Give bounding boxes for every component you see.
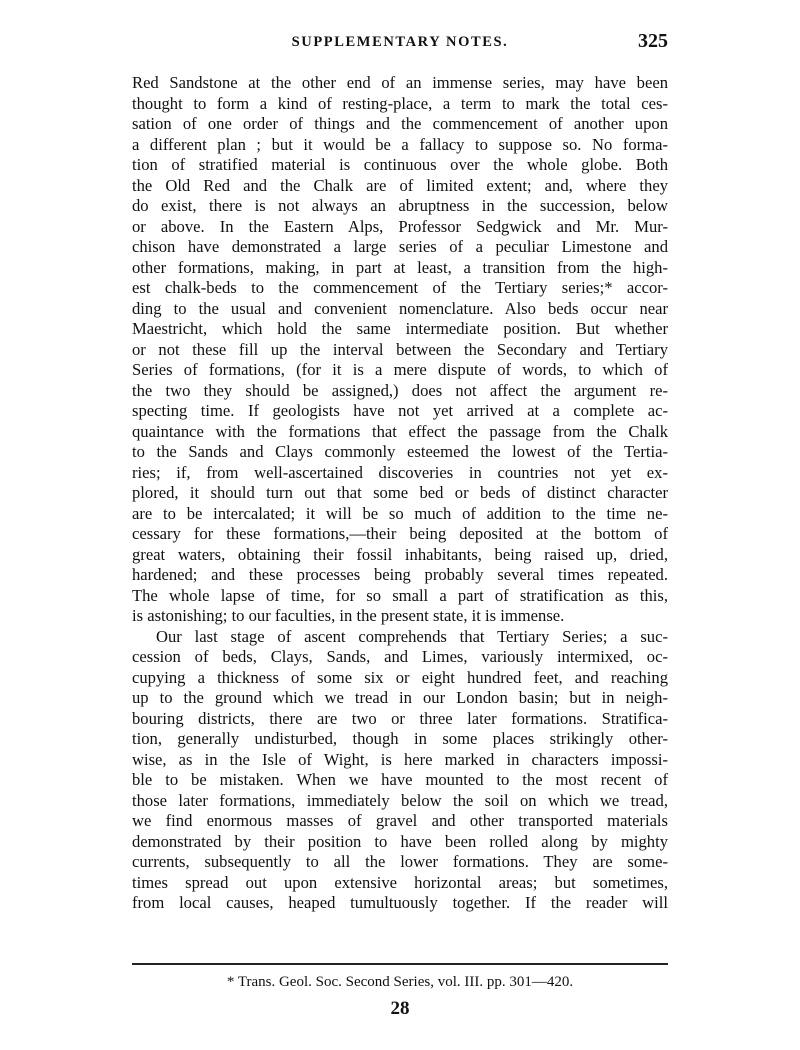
text-line: do exist, there is not always an abruptness in the succession, below — [132, 196, 668, 215]
text-line: quaintance with the formations that effect the passage from the Chalk — [132, 421, 668, 441]
text-line: Maestricht, which hold the same intermediate position. But whether — [132, 319, 668, 338]
text-line: Our last stage of ascent comprehends that Tertiary Series; a suc- — [156, 626, 668, 646]
text-line: sation of one order of things and the commencement of another upon — [132, 114, 668, 133]
text-line: bouring districts, there are two or three later formations. Stratifica- — [132, 708, 668, 728]
text-line: thought to form a kind of resting-place, a term to mark the total ces- — [132, 93, 668, 113]
text-line: is astonishing; to our faculties, in the present state, it is immense. — [132, 606, 565, 625]
text-line: cessary for these formations,—their being deposited at the bottom of — [132, 524, 668, 543]
text-line: the two they should be assigned,) does not affect the argument re- — [132, 380, 668, 400]
text-line: tion of stratified material is continuous over the whole globe. Both — [132, 155, 668, 174]
text-line: Red Sandstone at the other end of an immense series, may have been — [132, 73, 668, 92]
text-line: currents, subsequently to all the lower formations. They are some- — [132, 852, 668, 871]
text-line: ding to the usual and convenient nomenclature. Also beds occur near — [132, 298, 668, 318]
text-line: ries; if, from well-ascertained discoveries in countries not yet ex- — [132, 462, 668, 482]
page-number: 325 — [638, 30, 668, 52]
text-line: we find enormous masses of gravel and other transported materials — [132, 811, 668, 830]
footnote: * Trans. Geol. Soc. Second Series, vol. III. pp. 301—420. — [226, 974, 574, 990]
text-line: the Old Red and the Chalk are of limited extent; and, where they — [132, 175, 668, 195]
text-line: up to the ground which we tread in our London basin; but in neigh- — [132, 688, 668, 707]
text-line: chison have demonstrated a large series of a peculiar Limestone and — [132, 237, 668, 256]
text-line: hardened; and these processes being probably several times repeated. — [132, 565, 668, 584]
text-line: tion, generally undisturbed, though in some places strikingly other- — [132, 729, 668, 748]
text-line: are to be intercalated; it will be so much of addition to the time ne- — [132, 503, 668, 523]
footnote-rule — [132, 963, 668, 965]
text-line: cupying a thickness of some six or eight hundred feet, and reaching — [132, 667, 668, 687]
body-text — [132, 73, 668, 914]
text-line: ble to be mistaken. When we have mounted to the most recent of — [132, 770, 668, 789]
text-line: plored, it should turn out that some bed or beds of distinct character — [132, 483, 668, 502]
text-line: wise, as in the Isle of Wight, is here marked in characters impossi- — [132, 749, 668, 769]
text-line: other formations, making, in part at least, a transition from the high- — [132, 257, 668, 277]
text-line: Series of formations, (for it is a mere dispute of words, to which of — [132, 360, 668, 379]
text-line: to the Sands and Clays commonly esteemed the lowest of the Tertia- — [132, 442, 668, 461]
text-line: specting time. If geologists have not yet arrived at a complete ac- — [132, 401, 668, 420]
text-line: great waters, obtaining their fossil inhabitants, being raised up, dried, — [132, 544, 668, 564]
text-line: cession of beds, Clays, Sands, and Limes, variously intermixed, oc- — [132, 647, 668, 666]
text-line: times spread out upon extensive horizontal areas; but sometimes, — [132, 872, 668, 892]
text-line: est chalk-beds to the commencement of the Tertiary series;* accor- — [132, 278, 668, 297]
text-line: from local causes, heaped tumultuously together. If the reader will — [132, 893, 668, 912]
text-line: or above. In the Eastern Alps, Professor Sedgwick and Mr. Mur- — [132, 216, 668, 236]
running-title: SUPPLEMENTARY NOTES. — [291, 34, 509, 50]
text-line: The whole lapse of time, for so small a part of stratification as this, — [132, 585, 668, 605]
text-line: a different plan ; but it would be a fallacy to suppose so. No forma- — [132, 134, 668, 154]
text-line: demonstrated by their position to have been rolled along by mighty — [132, 831, 668, 851]
text-line: those later formations, immediately below the soil on which we tread, — [132, 790, 668, 810]
running-head — [132, 30, 668, 58]
signature-mark: 28 — [390, 998, 410, 1019]
text-line: or not these fill up the interval between the Secondary and Tertiary — [132, 339, 668, 359]
